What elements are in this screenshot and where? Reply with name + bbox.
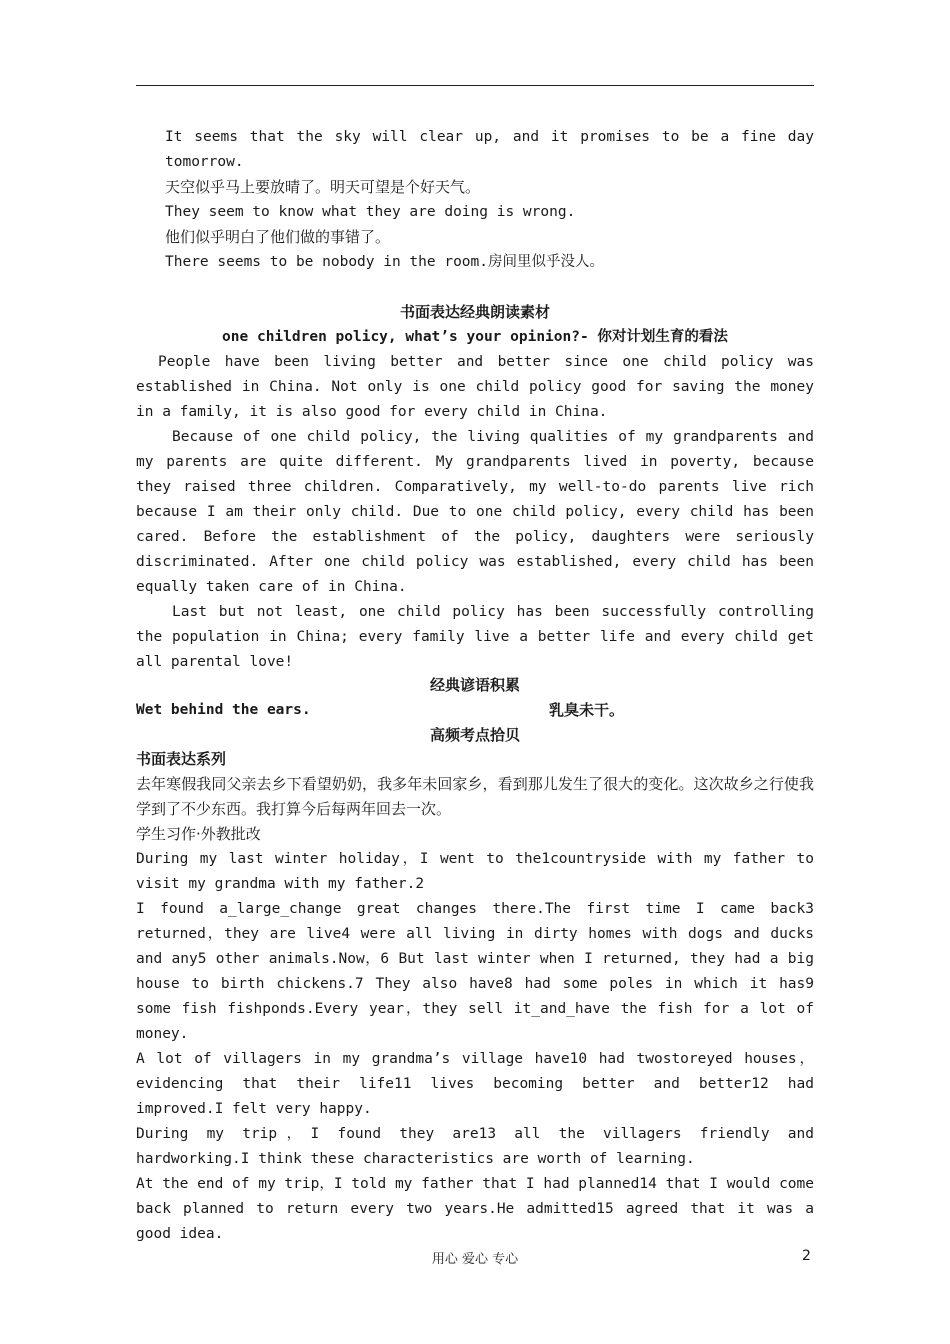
essay-paragraph-3: A lot of villagers in my grandma’s village have10 had twostoreyed houses，evidencing that their life11 lives becoming better and better12 had improved.I felt very happy. — [136, 1051, 814, 1117]
proverb-section — [136, 673, 814, 748]
reading-paragraph-3: Last but not least, one child policy has been successfully controlling the population in China; every family live a better life and every child get all parental love! — [136, 604, 814, 670]
essay-paragraph-5: At the end of my trip，I told my father that I had planned14 that I would come back planned to return every two years.He admitted15 agreed that it was a good idea. — [136, 1176, 814, 1242]
header-rule — [136, 85, 814, 86]
reading-heading: 书面表达经典朗读素材 — [399, 303, 550, 321]
essay-paragraph-2: I found a_large_change great changes there.The first time I came back3 returned，they are live4 were all living in dirty homes with dogs and ducks and any5 other animals.Now，6 But last winter when I returned, they had a big house to birth chickens.7 They also have8 had some poles in which it has9 some fish fishponds.Every year，they sell it_and_have the fish for a lot of money. — [136, 901, 814, 1042]
essay-label: 学生习作·外教批改 — [136, 825, 261, 843]
proverb-chinese: 乳臭未干。 — [548, 701, 624, 719]
example-translation-1: 天空似乎马上要放晴了。明天可望是个好天气。 — [165, 178, 481, 196]
series-title: 书面表达系列 — [136, 750, 227, 768]
example-sentence-1: It seems that the sky will clear up, and it promises to be a fine day tomorrow. — [165, 129, 814, 170]
proverb-row — [136, 698, 814, 723]
essay-section — [136, 747, 814, 1247]
hifreq-heading: 高频考点拾贝 — [429, 726, 520, 744]
reading-paragraph-1: People have been living better and better since one child policy was established in China. Not only is one child policy good for saving the money in a family, it is also good for every child in China. — [136, 354, 814, 420]
footer-motto: 用心 爱心 专心 — [431, 1252, 519, 1267]
essay-prompt: 去年寒假我同父亲去乡下看望奶奶，我多年未回家乡，看到那儿发生了很大的变化。这次故乡之行使我学到了不少东西。我打算今后每两年回去一次。 — [136, 775, 814, 818]
proverb-english: Wet behind the ears. — [136, 702, 311, 718]
reading-section — [136, 300, 814, 675]
essay-paragraph-1: During my last winter holiday，I went to the1countryside with my father to visit my grandma with my father.2 — [136, 851, 814, 892]
proverb-heading: 经典谚语积累 — [429, 676, 520, 694]
page-number: 2 — [802, 1248, 811, 1264]
example-sentence-2: They seem to know what they are doing is wrong. — [165, 204, 576, 220]
example-translation-2: 他们似乎明白了他们做的事错了。 — [165, 228, 391, 246]
intro-section — [136, 125, 814, 275]
reading-paragraph-2: Because of one child policy, the living qualities of my grandparents and my parents are quite different. My grandparents lived in poverty, because they raised three children. Comparatively, my well-to-do parents live rich because I am their only child. Due to one child policy, every child has been cared. Before the establishment of the policy, daughters were seriously discriminated. After one child policy was established, every child has been equally taken care of in China. — [136, 429, 814, 595]
reading-subheading: one children policy, what’s your opinion?- 你对计划生育的看法 — [222, 329, 728, 345]
essay-paragraph-4: During my trip，I found they are13 all the villagers friendly and hardworking.I think these characteristics are worth of learning. — [136, 1126, 814, 1167]
example-sentence-3: There seems to be nobody in the room.房间里似乎没人。 — [165, 254, 604, 270]
